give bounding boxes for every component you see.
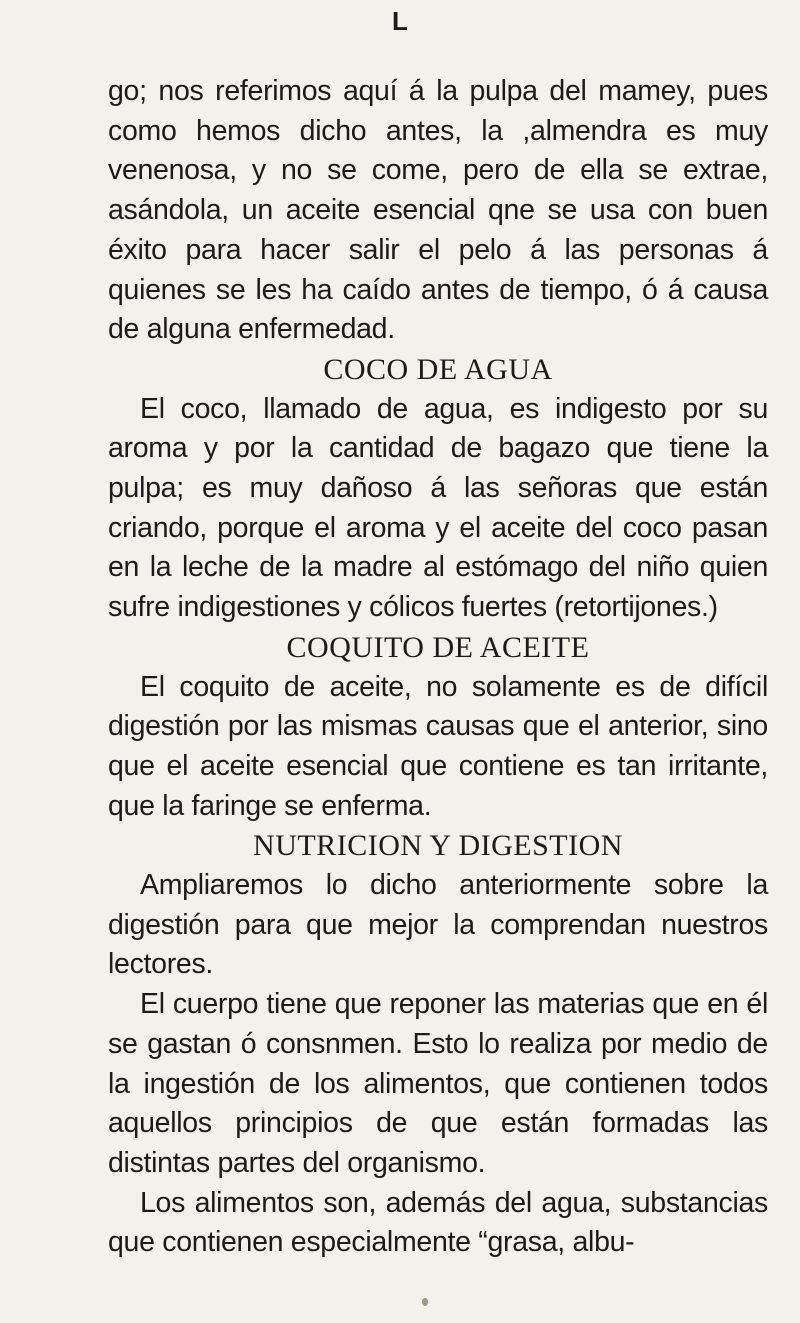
body-text: [108, 72, 768, 1263]
heading-coco-de-agua: COCO DE AGUA: [323, 352, 553, 386]
paragraph-mamey-continued: go; nos referimos aquí á la pulpa del mamey, pues como hemos dicho antes, la ,almendra es muy venenosa, y no se come, pero de ella se extrae, asándola, un aceite esencial qne se usa con buen éxito para hacer salir el pelo á las personas á quienes se les ha caído antes de tiempo, ó á causa de alguna enfermedad.: [108, 75, 768, 346]
paragraph-coco: El coco, llamado de agua, es indigesto por su aroma y por la cantidad de bagazo que tiene la pulpa; es muy dañoso á las señoras que están criando, porque el aroma y el aceite del coco pasan en la leche de la madre al estómago del niño quien sufre indigestiones y cólicos fuertes (retortijones.): [108, 392, 768, 624]
page-signature-letter: L: [392, 6, 408, 36]
paragraph-coquito: El coquito de aceite, no solamente es de difícil digestión por las mismas causas que el anterior, sino que el aceite esencial que contiene es tan irritante, que la faringe se enferma.: [108, 670, 768, 822]
heading-coquito-de-aceite: COQUITO DE ACEITE: [286, 630, 590, 664]
paragraph-alimentos: Los alimentos son, además del agua, substancias que contienen especialmente “grasa, albu-: [108, 1186, 768, 1259]
heading-nutricion-y-digestion: NUTRICION Y DIGESTION: [253, 829, 623, 863]
paragraph-ampliaremos: Ampliaremos lo dicho anteriormente sobre la digestión para que mejor la comprendan nuestros lectores.: [108, 869, 768, 981]
ink-blemish: [422, 1298, 428, 1306]
paragraph-cuerpo: El cuerpo tiene que reponer las materias que en él se gastan ó consnmen. Esto lo realiza por medio de la ingestión de los alimentos, que contienen todos aquellos principios de que están formadas las distintas partes del organismo.: [108, 988, 768, 1179]
